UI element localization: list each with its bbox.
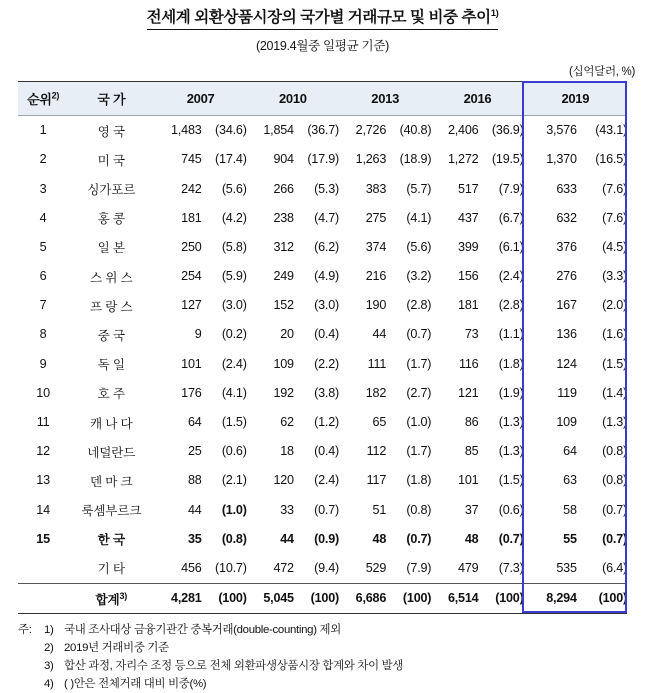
table-header (18, 81, 627, 115)
cell-share: (4.7) (314, 210, 340, 225)
cell-value: 3,576 (546, 123, 577, 138)
header-year-2010: 2010 (247, 81, 339, 115)
cell-total-value: 6,686 (339, 583, 386, 613)
cell-share: (36.9) (491, 123, 524, 138)
footnote-label: 주: (18, 623, 32, 636)
cell-share: (3.2) (406, 269, 432, 284)
cell-value: 120 (273, 473, 294, 488)
footnote-row (18, 675, 627, 693)
header-rank-superscript: 2) (51, 90, 60, 101)
header-country: 국 가 (68, 81, 154, 115)
footnote-row (18, 657, 627, 675)
cell-share: (0.4) (314, 444, 340, 459)
cell-country: 프 랑 스 (90, 299, 133, 314)
cell-value: 48 (372, 531, 387, 546)
cell-value: 20 (280, 327, 294, 342)
cell-total-label (68, 583, 154, 613)
title-block (0, 0, 645, 54)
cell-share: (5.8) (221, 239, 247, 254)
cell-share: (0.7) (314, 502, 340, 517)
cell-share: (17.4) (215, 152, 247, 167)
cell-value: 529 (365, 560, 387, 575)
cell-value: 44 (187, 502, 202, 517)
header-year-2007: 2007 (154, 81, 246, 115)
cell-value: 266 (273, 181, 294, 196)
cell-share: (2.1) (221, 473, 247, 488)
footnote-text: ( )안은 전체거래 대비 비중(%) (64, 677, 207, 690)
cell-value: 51 (372, 502, 387, 517)
cell-share: (36.7) (307, 123, 340, 138)
footnote-row (18, 639, 627, 657)
cell-value: 181 (458, 298, 479, 313)
cell-value: 632 (556, 210, 577, 225)
cell-value: 109 (273, 356, 294, 371)
cell-total-share: (100) (202, 583, 247, 613)
cell-value: 275 (365, 210, 387, 225)
cell-total-share: (100) (386, 583, 431, 613)
cell-share: (18.9) (399, 152, 432, 167)
table-row (18, 232, 627, 261)
cell-value: 374 (365, 239, 387, 254)
cell-share: (7.6) (602, 210, 627, 225)
cell-value: 312 (273, 239, 294, 254)
cell-total-value: 6,514 (431, 583, 478, 613)
cell-total-share: (100) (478, 583, 523, 613)
cell-value: 101 (181, 356, 202, 371)
footnote-text: 국내 조사대상 금융기관간 중복거래(double-counting) 제외 (64, 623, 341, 636)
cell-value: 35 (187, 531, 202, 546)
cell-value: 124 (556, 356, 577, 371)
footnote-number: 4) (44, 677, 54, 690)
cell-share: (2.4) (221, 356, 247, 371)
cell-value: 1,263 (355, 152, 387, 167)
cell-value: 37 (464, 502, 479, 517)
cell-share: (5.6) (221, 181, 247, 196)
table-row (18, 466, 627, 495)
table-row (18, 145, 627, 174)
cell-value: 1,370 (546, 152, 577, 167)
table-row (18, 203, 627, 232)
cell-share: (6.7) (498, 210, 524, 225)
total-label-superscript: 3) (119, 590, 128, 601)
header-rank (18, 81, 68, 115)
cell-value: 517 (458, 181, 479, 196)
cell-share: (17.9) (307, 152, 340, 167)
total-label-text: 합계 (95, 592, 120, 607)
cell-value: 238 (273, 210, 294, 225)
cell-value: 156 (458, 269, 479, 284)
cell-country: 캐 나 다 (90, 416, 133, 431)
cell-value: 249 (273, 269, 294, 284)
cell-value: 250 (181, 239, 202, 254)
cell-share: (1.3) (498, 415, 524, 429)
cell-share: (4.1) (221, 385, 247, 400)
cell-value: 111 (367, 356, 387, 371)
cell-share: (40.8) (399, 123, 432, 138)
cell-total-value: 5,045 (247, 583, 294, 613)
cell-share: (7.6) (602, 181, 627, 196)
cell-value: 437 (458, 210, 479, 225)
cell-value: 86 (464, 415, 479, 429)
cell-share: (1.0) (221, 502, 247, 517)
cell-value: 33 (280, 502, 294, 517)
cell-value: 1,483 (171, 123, 202, 138)
cell-value: 88 (187, 473, 202, 488)
cell-share: (0.7) (406, 327, 432, 342)
table-row (18, 495, 627, 524)
cell-value: 73 (464, 327, 479, 342)
cell-share: (4.9) (314, 269, 340, 284)
cell-value: 25 (187, 444, 202, 459)
cell-value: 116 (458, 356, 479, 371)
cell-share: (2.2) (314, 356, 340, 371)
cell-share: (1.3) (602, 415, 627, 429)
cell-value: 152 (273, 298, 294, 313)
cell-value: 456 (181, 560, 202, 575)
cell-rank: 12 (36, 444, 50, 459)
footnote-text: 2019년 거래비중 기준 (64, 641, 169, 654)
cell-rank: 5 (39, 239, 47, 254)
cell-share: (1.9) (498, 385, 524, 400)
header-year-2019: 2019 (524, 81, 627, 115)
cell-value: 383 (365, 181, 387, 196)
cell-country: 덴 마 크 (90, 474, 133, 489)
cell-share: (5.9) (221, 269, 247, 284)
cell-value: 85 (464, 444, 479, 459)
cell-share: (5.6) (406, 239, 432, 254)
cell-value: 472 (273, 560, 294, 575)
cell-share: (2.4) (314, 473, 340, 488)
cell-share: (0.7) (602, 502, 627, 517)
cell-share: (0.4) (314, 327, 340, 342)
cell-value: 112 (366, 444, 387, 459)
table-row (18, 261, 627, 290)
cell-share: (1.5) (602, 356, 627, 371)
cell-share: (2.4) (498, 269, 524, 284)
cell-share: (0.2) (221, 327, 247, 342)
footnotes (18, 621, 627, 693)
cell-value: 117 (366, 473, 387, 488)
cell-total-share: (100) (294, 583, 339, 613)
cell-value: 167 (556, 298, 577, 313)
footnote-number: 1) (44, 623, 54, 636)
cell-share: (0.8) (221, 531, 247, 546)
cell-share: (0.9) (314, 531, 340, 546)
cell-value: 376 (556, 239, 577, 254)
cell-value: 181 (181, 210, 202, 225)
table-row (18, 524, 627, 553)
cell-country: 스 위 스 (90, 270, 133, 285)
cell-share: (0.7) (498, 531, 524, 546)
cell-value: 9 (194, 327, 202, 342)
page-title (147, 8, 499, 30)
table-row (18, 437, 627, 466)
unit-note: (십억달러, %) (568, 65, 635, 78)
cell-value: 2,726 (355, 123, 387, 138)
cell-rank: 14 (36, 502, 50, 517)
cell-value: 127 (181, 298, 202, 313)
table-row (18, 349, 627, 378)
cell-share: (0.7) (406, 531, 432, 546)
cell-share: (3.3) (602, 269, 627, 284)
cell-share: (3.0) (314, 298, 340, 313)
cell-share: (9.4) (314, 560, 340, 575)
cell-value: 633 (556, 181, 577, 196)
cell-rank: 1 (39, 123, 47, 138)
cell-total-share: (100) (577, 583, 627, 613)
cell-country: 싱가포르 (87, 183, 136, 197)
cell-value: 62 (280, 415, 294, 429)
cell-rank: 8 (39, 327, 47, 342)
cell-rank: 9 (39, 356, 47, 371)
cell-rank: 11 (36, 415, 50, 429)
page-title-text: 전세계 외환상품시장의 국가별 거래규모 및 비중 추이 (146, 9, 491, 27)
cell-share: (6.1) (498, 239, 524, 254)
cell-rank: 7 (39, 298, 47, 313)
cell-rank: 3 (39, 181, 47, 196)
cell-value: 745 (181, 152, 202, 167)
cell-share: (2.8) (498, 298, 524, 313)
cell-value: 101 (458, 473, 479, 488)
cell-value: 176 (181, 385, 202, 400)
cell-share: (0.6) (221, 444, 247, 459)
cell-share: (1.7) (406, 444, 432, 459)
cell-value: 1,854 (263, 123, 294, 138)
cell-share: (10.7) (215, 560, 247, 575)
cell-country: 네덜란드 (87, 445, 136, 460)
footnote-label (18, 657, 44, 675)
cell-share: (6.4) (602, 560, 627, 575)
cell-share: (2.8) (406, 298, 432, 313)
footnote-text: 합산 과정, 자리수 조정 등으로 전체 외환파생상품시장 합계와 차이 발생 (64, 659, 404, 672)
cell-country: 독 일 (97, 358, 125, 373)
cell-value: 479 (458, 560, 479, 575)
cell-country: 홍 콩 (97, 212, 125, 227)
table-row (18, 553, 627, 583)
cell-share: (3.0) (221, 298, 247, 313)
cell-rank: 4 (39, 210, 47, 225)
cell-value: 109 (556, 415, 577, 429)
cell-value: 55 (563, 531, 577, 546)
header-year-2013: 2013 (339, 81, 431, 115)
cell-share: (1.8) (498, 356, 524, 371)
cell-value: 216 (365, 269, 387, 284)
fx-market-table (18, 81, 627, 614)
cell-share: (0.6) (498, 502, 524, 517)
cell-share: (1.2) (314, 415, 340, 429)
cell-share: (0.8) (406, 502, 432, 517)
cell-country: 한 국 (97, 533, 125, 548)
cell-share: (0.7) (602, 531, 627, 546)
cell-share: (3.8) (314, 385, 340, 400)
cell-value: 65 (372, 415, 387, 429)
cell-share: (1.1) (498, 327, 524, 342)
cell-value: 44 (372, 327, 387, 342)
footnote-number: 3) (44, 659, 54, 672)
table-row (18, 115, 627, 145)
cell-value: 48 (464, 531, 479, 546)
cell-share: (7.9) (498, 181, 524, 196)
cell-country: 영 국 (97, 124, 125, 139)
cell-value: 136 (556, 327, 577, 342)
cell-rank: 6 (39, 269, 47, 284)
cell-share: (1.4) (602, 385, 627, 400)
cell-value: 190 (365, 298, 387, 313)
footnote-label (18, 675, 44, 693)
cell-country: 미 국 (97, 153, 125, 168)
table-row (18, 407, 627, 436)
cell-share: (19.5) (491, 152, 524, 167)
cell-value: 254 (181, 269, 202, 284)
cell-value: 192 (273, 385, 294, 400)
header-row (18, 81, 627, 115)
cell-share: (1.8) (406, 473, 432, 488)
cell-share: (1.7) (406, 356, 432, 371)
cell-rank: 13 (36, 473, 50, 488)
cell-share: (4.1) (406, 210, 432, 225)
cell-value: 535 (556, 560, 577, 575)
cell-share: (2.7) (406, 385, 432, 400)
cell-value: 121 (458, 385, 479, 400)
cell-share: (43.1) (595, 123, 627, 138)
cell-share: (2.0) (602, 298, 627, 313)
cell-value: 58 (563, 502, 577, 517)
cell-share: (4.5) (602, 239, 627, 254)
cell-share: (1.5) (498, 473, 524, 488)
cell-share: (4.2) (221, 210, 247, 225)
cell-country: 기 타 (97, 562, 125, 577)
table-body (18, 115, 627, 613)
cell-rank: 10 (36, 385, 50, 400)
cell-value: 119 (557, 385, 577, 400)
cell-value: 64 (563, 444, 577, 459)
header-year-2016: 2016 (431, 81, 523, 115)
cell-rank: 2 (39, 152, 47, 167)
cell-share: (5.7) (406, 181, 432, 196)
cell-country: 룩셈부르크 (81, 504, 142, 519)
cell-value: 399 (458, 239, 479, 254)
cell-country: 호 주 (97, 387, 125, 402)
cell-share: (1.5) (221, 415, 247, 429)
table-row (18, 378, 627, 407)
cell-share: (6.2) (314, 239, 340, 254)
cell-rank (18, 583, 68, 613)
header-rank-label: 순위 (27, 91, 52, 107)
cell-value: 1,272 (447, 152, 479, 167)
cell-share: (0.8) (602, 444, 627, 459)
footnote-row (18, 621, 627, 639)
cell-share: (16.5) (595, 152, 627, 167)
cell-value: 64 (187, 415, 202, 429)
page-title-superscript: 1) (490, 8, 499, 19)
table-row (18, 291, 627, 320)
cell-share: (5.3) (314, 181, 340, 196)
table-row (18, 174, 627, 203)
footnote-label (18, 639, 44, 657)
cell-value: 2,406 (447, 123, 479, 138)
table-row (18, 320, 627, 349)
cell-value: 276 (556, 269, 577, 284)
cell-share: (1.0) (406, 415, 432, 429)
page-subtitle: (2019.4월중 일평균 기준) (256, 38, 389, 53)
table-container (18, 81, 627, 614)
cell-value: 242 (181, 181, 202, 196)
table-total-row (18, 583, 627, 613)
cell-value: 63 (563, 473, 577, 488)
footnote-number: 2) (44, 641, 54, 654)
cell-value: 18 (280, 444, 294, 459)
cell-rank (18, 553, 68, 583)
cell-rank: 15 (36, 531, 50, 546)
cell-total-value: 8,294 (524, 583, 577, 613)
cell-share: (1.3) (498, 444, 524, 459)
cell-country: 일 본 (97, 241, 125, 256)
cell-country: 중 국 (97, 328, 125, 343)
cell-total-value: 4,281 (154, 583, 201, 613)
cell-value: 182 (365, 385, 387, 400)
cell-value: 44 (280, 531, 294, 546)
cell-share: (7.9) (406, 560, 432, 575)
cell-value: 904 (273, 152, 294, 167)
cell-share: (0.8) (602, 473, 627, 488)
cell-share: (7.3) (498, 560, 524, 575)
cell-share: (1.6) (602, 327, 627, 342)
cell-share: (34.6) (215, 123, 247, 138)
